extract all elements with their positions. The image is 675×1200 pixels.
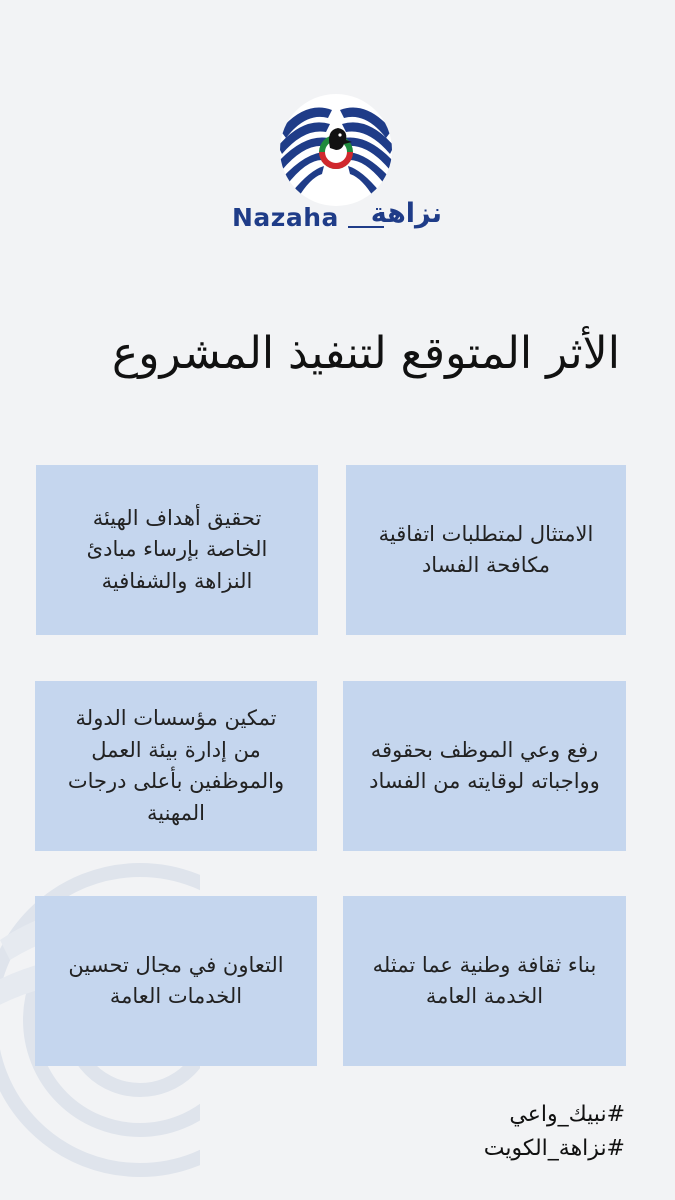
impact-card-text: رفع وعي الموظف بحقوقه وواجباته لوقايته من الفساد [369, 737, 600, 793]
impact-card-text: التعاون في مجال تحسين الخدمات العامة [68, 952, 284, 1008]
impact-card-text: بناء ثقافة وطنية عما تمثله الخدمة العامة [372, 952, 597, 1008]
impact-card [343, 896, 626, 1066]
hashtag[interactable]: #نبيك_واعي [509, 1102, 625, 1127]
impact-card [36, 465, 318, 635]
impact-card [343, 681, 626, 851]
impact-card-text: تحقيق أهداف الهيئة الخاصة بإرساء مبادئ النزاهة والشفافية [86, 505, 268, 593]
eagle-emblem-icon [276, 90, 396, 206]
impact-card [35, 896, 317, 1066]
impact-card [35, 681, 317, 851]
hashtag[interactable]: #نزاهة_الكويت [483, 1136, 625, 1162]
brand-name-latin: Nazaha [232, 203, 339, 232]
impact-card [346, 465, 626, 635]
nazaha-logo [228, 86, 448, 246]
page-title: الأثر المتوقع لتنفيذ المشروع [111, 328, 620, 379]
brand-name-arabic: نزاهة [370, 198, 442, 229]
impact-card-text: تمكين مؤسسات الدولة من إدارة بيئة العمل والموظفين بأعلى درجات المهنية [67, 706, 285, 825]
impact-card-text: الامتثال لمتطلبات اتفاقية مكافحة الفساد [378, 521, 594, 577]
hashtag-list [365, 1098, 625, 1166]
